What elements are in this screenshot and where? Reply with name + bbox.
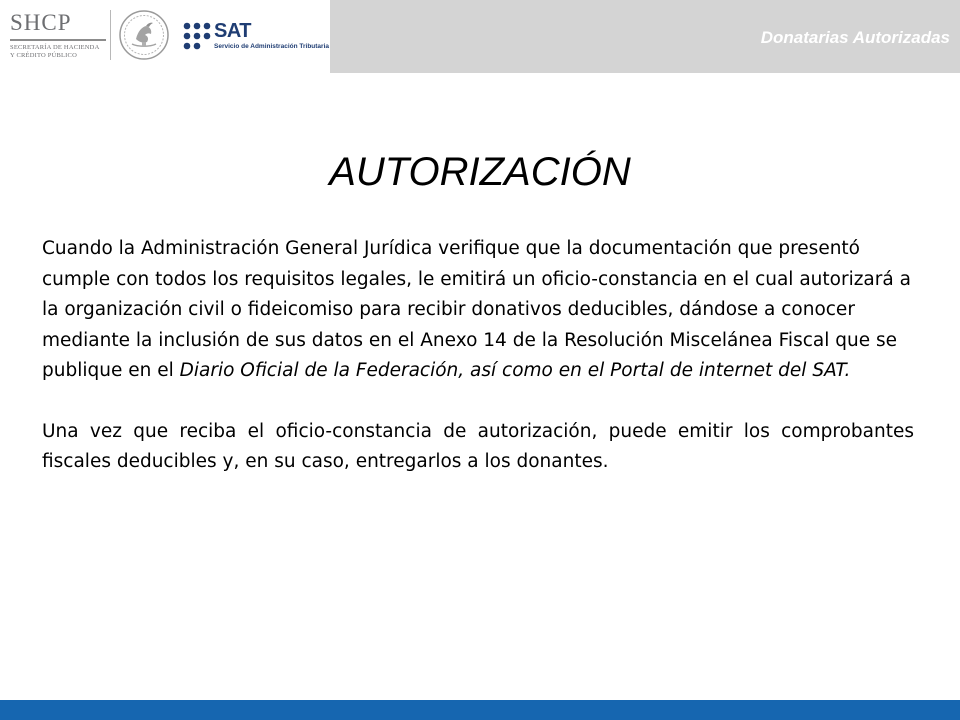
logo-area (0, 0, 330, 73)
shcp-logo-line2: Y CRÉDITO PÚBLICO (10, 52, 77, 59)
header-band (330, 0, 960, 73)
banner-title: Donatarias Autorizadas (760, 28, 950, 47)
sat-logo-word: SAT (214, 20, 252, 42)
sat-logo-subtitle: Servicio de Administración Tributaria (214, 43, 329, 50)
slide-header (0, 0, 960, 73)
slide-body (42, 234, 914, 478)
shcp-logo (10, 10, 110, 62)
paragraph-authorization (42, 234, 914, 387)
shcp-logo-word: SHCP (10, 10, 72, 35)
sat-grid-icon (183, 22, 211, 50)
paragraph-authorization-italic: Diario Oficial de la Federación, así como en el Portal de internet del SAT. (179, 360, 851, 381)
page-title: AUTORIZACIÓN (329, 150, 631, 194)
logo-divider (110, 10, 111, 60)
footer-bar (0, 700, 960, 720)
paragraph-authorization-text: Cuando la Administración General Jurídica verifique que la documentación que presentó cumple con todos los requisitos legales, le emitirá un oficio-constancia en el cual autorizará a la organización civil o fideicomiso para recibir donativos deducibles, dándose a conocer mediante la inclusión de sus datos en el Anexo 14 de la Resolución Miscelánea Fiscal que se publique en el (42, 238, 911, 381)
paragraph-issuing-receipts: Una vez que reciba el oficio-constancia de autorización, puede emitir los comprobantes fiscales deducibles y, en su caso, entregarlos a los donantes. (42, 420, 914, 472)
shcp-logo-line1: SECRETARÍA DE HACIENDA (10, 44, 100, 51)
seal-icon (118, 9, 170, 61)
shcp-logo-rule (10, 39, 106, 41)
